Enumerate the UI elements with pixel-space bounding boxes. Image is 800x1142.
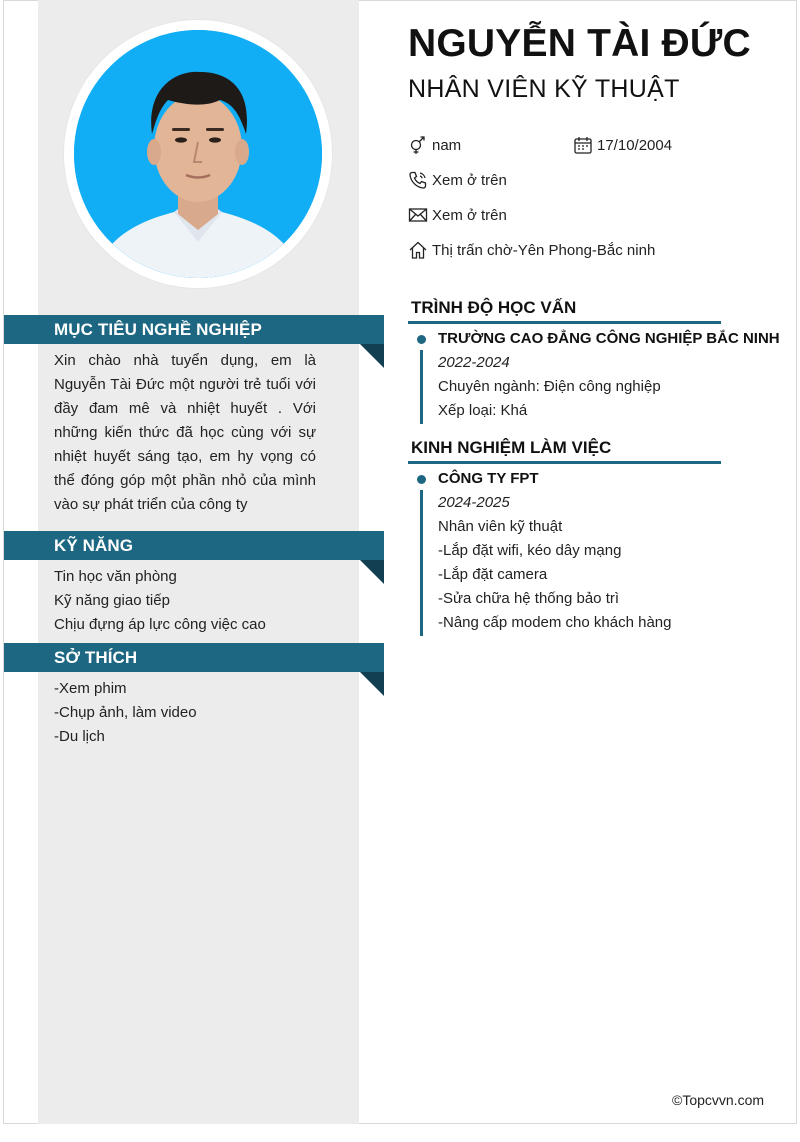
experience-title: KINH NGHIỆM LÀM VIỆC [411,438,612,457]
email-value: Xem ở trên [432,206,507,224]
mail-icon [408,205,428,225]
gender-icon [408,135,428,155]
experience-line: -Sửa chữa hệ thống bảo trì [438,590,620,607]
skill-item: Kỹ năng giao tiếp [54,592,170,609]
timeline-dot [417,335,426,344]
avatar [74,30,322,278]
hobbies-title: SỞ THÍCH [54,648,138,667]
hobby-item: -Chụp ảnh, làm video [54,704,197,721]
experience-line: -Lắp đặt wifi, kéo dây mạng [438,542,622,559]
calendar-icon [573,135,593,155]
school-name: TRƯỜNG CAO ĐẲNG CÔNG NGHIỆP BẮC NINH [438,330,780,347]
section-underline [408,461,721,464]
address-info [408,240,655,260]
gender-value: nam [432,136,462,154]
hobby-item: -Du lịch [54,728,105,745]
experience-line: -Lắp đặt camera [438,566,548,583]
education-major: Chuyên ngành: Điện công nghiệp [438,378,661,395]
phone-icon [408,170,428,190]
phone-value: Xem ở trên [432,171,507,189]
experience-line: Nhân viên kỹ thuật [438,518,563,535]
skills-list [54,565,316,637]
address-value: Thị trấn chờ-Yên Phong-Bắc ninh [432,241,656,259]
copyright-link[interactable]: ©Topcvvn.com [672,1092,765,1108]
hobby-item: -Xem phim [54,680,127,697]
company-name: CÔNG TY FPT [438,470,539,487]
timeline-line [420,490,423,636]
birthdate-value: 17/10/2004 [597,136,673,154]
skills-title: KỸ NĂNG [54,536,134,555]
timeline-dot [417,475,426,484]
section-underline [408,321,721,324]
phone-info [408,170,507,190]
objective-header [4,315,384,344]
skills-header [4,531,384,560]
ribbon-fold [360,344,384,368]
email-info [408,205,507,225]
portrait-photo [74,30,322,278]
gender-info [408,135,461,155]
avatar-frame [64,20,332,288]
ribbon-fold [360,672,384,696]
objective-title: MỤC TIÊU NGHỀ NGHIỆP [54,320,262,339]
skill-item: Tin học văn phòng [54,568,177,585]
ribbon-fold [360,560,384,584]
education-title: TRÌNH ĐỘ HỌC VẤN [411,298,577,317]
timeline-line [420,350,423,424]
experience-line: -Nâng cấp modem cho khách hàng [438,614,672,631]
education-grade: Xếp loại: Khá [438,402,528,419]
education-period: 2022-2024 [438,354,510,371]
full-name: NGUYỄN TÀI ĐỨC [408,22,751,65]
hobbies-header [4,643,384,672]
home-icon [408,240,428,260]
hobbies-list [54,677,316,749]
birthdate-info [573,135,672,155]
objective-text: Xin chào nhà tuyển dụng, em là Nguyễn Tài Đức một người trẻ tuổi với đầy đam mê và nhiệt huyết . Với những kiến thức đã học cùng với sự nhiệt huyết sáng tạo, em hy vọng có thể đóng góp một phần nhỏ của mình vào sự phát triển của công ty [54,352,316,513]
skill-item: Chịu đựng áp lực công việc cao [54,616,266,633]
job-title: NHÂN VIÊN KỸ THUẬT [408,75,680,103]
experience-period: 2024-2025 [438,494,510,511]
